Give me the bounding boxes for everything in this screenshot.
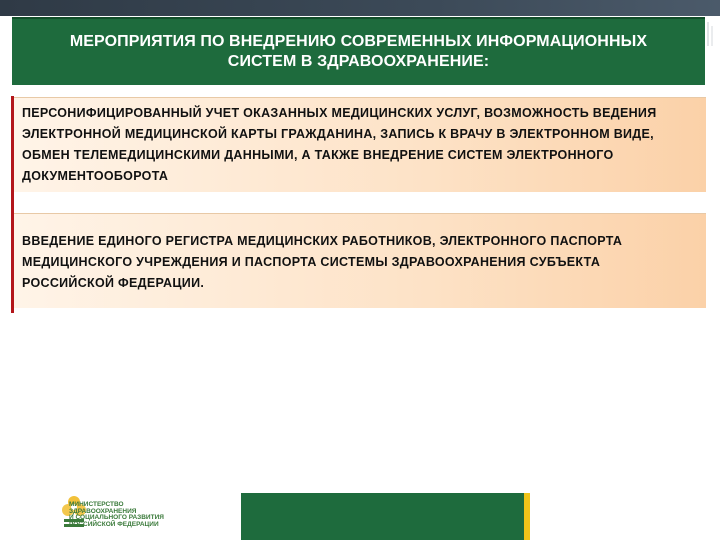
top-bar [0,0,720,16]
footer-green-block [241,493,524,540]
logo-caption: МИНИСТЕРСТВО ЗДРАВООХРАНЕНИЯ И СОЦИАЛЬНОГО РАЗВИТИЯ РОССИЙСКОЙ ФЕДЕРАЦИИ [69,501,164,528]
list-item: ВВЕДЕНИЕ ЕДИНОГО РЕГИСТРА МЕДИЦИНСКИХ РАБОТНИКОВ, ЭЛЕКТРОННОГО ПАСПОРТА МЕДИЦИНСКОГО УЧРЕЖДЕНИЯ И ПАСПОРТА СИСТЕМЫ ЗДРАВООХРАНЕНИЯ СУБЪЕКТА РОССИЙСКОЙ ФЕДЕРАЦИИ. [14,213,706,308]
footer-yellow-stripe [524,493,530,540]
slide-title: МЕРОПРИЯТИЯ ПО ВНЕДРЕНИЮ СОВРЕМЕННЫХ ИНФОРМАЦИОННЫХ СИСТЕМ В ЗДРАВООХРАНЕНИЕ: [69,33,648,70]
slide-title-box [12,17,705,85]
list-item: ПЕРСОНИФИЦИРОВАННЫЙ УЧЕТ ОКАЗАННЫХ МЕДИЦИНСКИХ УСЛУГ, ВОЗМОЖНОСТЬ ВЕДЕНИЯ ЭЛЕКТРОННОЙ МЕДИЦИНСКОЙ КАРТЫ ГРАЖДАНИНА, ЗАПИСЬ К ВРАЧУ В ЭЛЕКТРОННОМ ВИДЕ, ОБМЕН ТЕЛЕМЕДИЦИНСКИМИ ДАННЫМИ, А ТАКЖЕ ВНЕДРЕНИЕ СИСТЕМ ЭЛЕКТРОННОГО ДОКУМЕНТООБОРОТА [14,97,706,192]
